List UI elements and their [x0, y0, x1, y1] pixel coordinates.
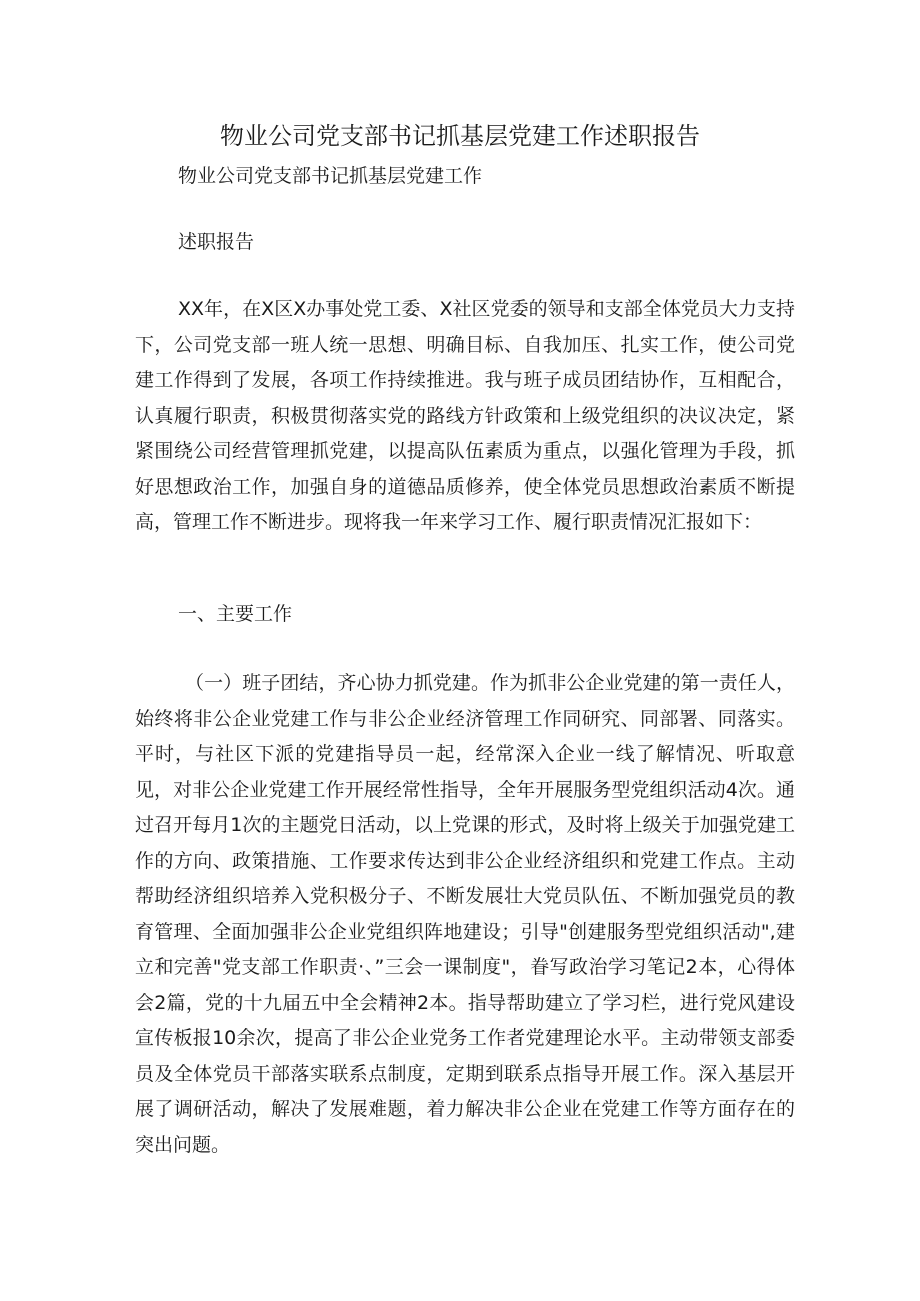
section-heading: 一、主要工作 — [178, 603, 293, 625]
paragraph-intro: XX年，在X区X办事处党工委、X社区党委的领导和支部全体党员大力支持下，公司党支部一班人统一思想、明确目标、自我加压、扎实工作，使公司党建工作得到了发展，各项工作持续推进。我与班子成员团结协作，互相配合，认真履行职责，积极贯彻落实党的路线方针政策和上级党组织的决议决定，紧紧围绕公司经营管理抓党建，以提高队伍素质为重点，以强化管理为手段，抓好思想政治工作，加强自身的道德品质修养，使全体党员思想政治素质不断提高，管理工作不断进步。现将我一年来学习工作、履行职责情况汇报如下： — [135, 298, 795, 533]
document-title: 物业公司党支部书记抓基层党建工作述职报告 — [220, 122, 700, 150]
document-label: 述职报告 — [178, 231, 255, 253]
paragraph-main-work: （一）班子团结，齐心协力抓党建。作为抓非公企业党建的第一责任人，始终将非公企业党建工作与非公企业经济管理工作同研究、同部署、同落实。平时，与社区下派的党建指导员一起，经常深入企业一线了解情况、听取意见，对非公企业党建工作开展经常性指导，全年开展服务型党组织活动4次。通过召开每月1次的主题党日活动，以上党课的形式，及时将上级关于加强党建工作的方向、政策措施、工作要求传达到非公企业经济组织和党建工作点。主动帮助经济组织培养入党积极分子、不断发展壮大党员队伍、不断加强党员的教育管理、全面加强非公企业党组织阵地建设；引导"创建服务型党组织活动",建立和完善"党支部工作职责·、”三会一课制度"，眷写政治学习笔记2本，心得体会2篇，党的十九届五中全会精神2本。指导帮助建立了学习栏，进行党风建设宣传板报10余次，提高了非公企业党务工作者党建理论水平。主动带领支部委员及全体党员干部落实联系点制度，定期到联系点指导开展工作。深入基层开展了调研活动，解决了发展难题，着力解决非公企业在党建工作等方面存在的突出问题。 — [135, 672, 795, 1156]
document-subtitle: 物业公司党支部书记抓基层党建工作 — [178, 165, 483, 187]
